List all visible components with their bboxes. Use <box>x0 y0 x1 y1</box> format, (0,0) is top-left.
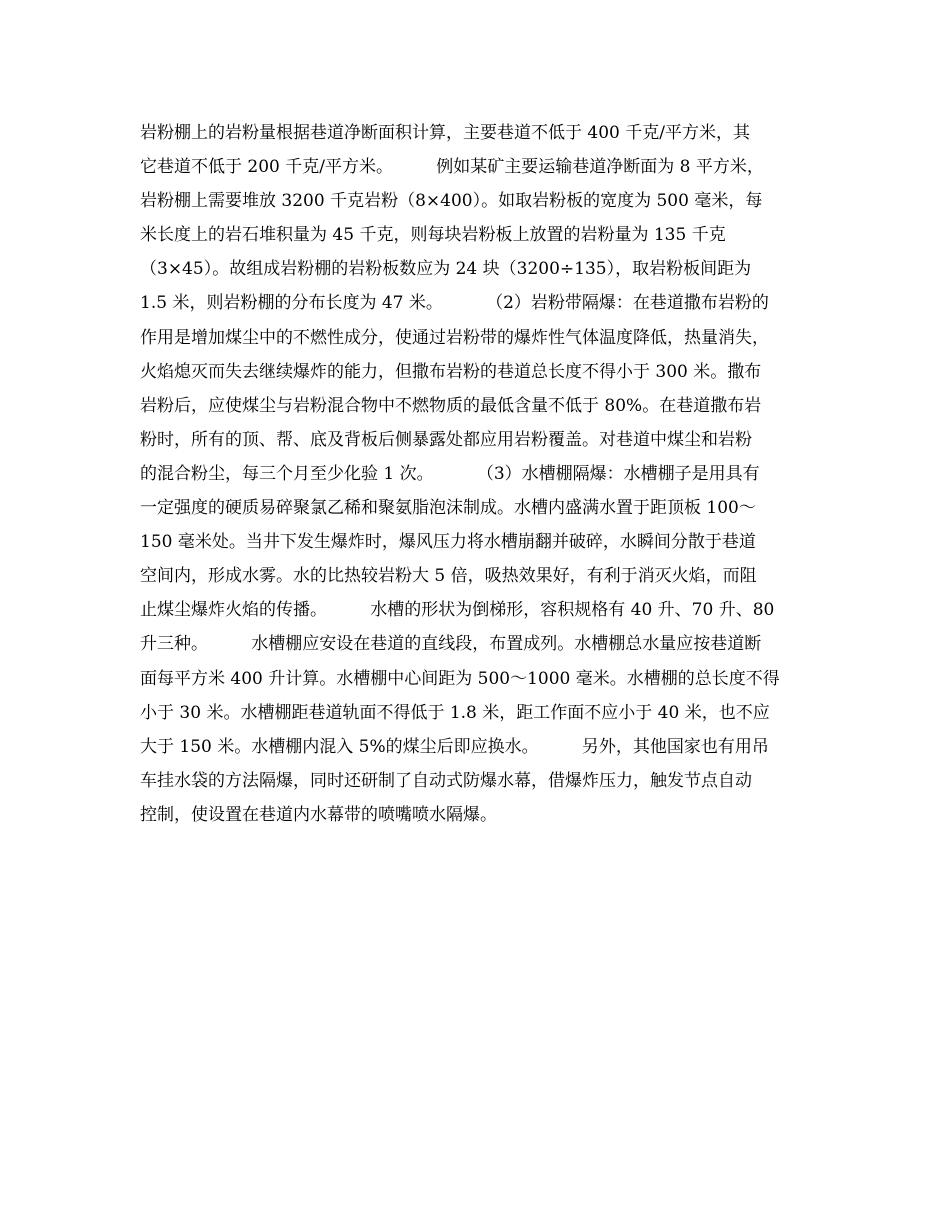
document-page: 岩粉棚上的岩粉量根据巷道净断面积计算，主要巷道不低于 400 千克/平方米，其 它巷道不低于 200 千克/平方米。 例如某矿主要运输巷道净断面为 8 平方米， 岩粉棚上需要堆放 3200 千克岩粉（8×400）。如取岩粉板的宽度为 500 毫米，每 米长度上的岩石堆积量为 45 千克，则每块岩粉板上放置的岩粉量为 135 千克 （3×45）。故组成岩粉棚的岩粉板数应为 24 块（3200÷135），取岩粉板间距为 1.5 米，则岩粉棚的分布长度为 47 米。 （2）岩粉带隔爆：在巷道撒布岩粉的 作用是增加煤尘中的不燃性成分，使通过岩粉带的爆炸性气体温度降低，热量消失， 火焰熄灭而失去继续爆炸的能力，但撒布岩粉的巷道总长度不得小于 300 米。撒布 岩粉后，应使煤尘与岩粉混合物中不燃物质的最低含量不低于 80%。在巷道撒布岩 粉时，所有的顶、帮、底及背板后侧暴露处都应用岩粉覆盖。对巷道中煤尘和岩粉 的混合粉尘，每三个月至少化验 1 次。 （3）水槽棚隔爆：水槽棚子是用具有 一定强度的硬质易碎聚氯乙稀和聚氨脂泡沫制成。水槽内盛满水置于距顶板 100～ 150 毫米处。当井下发生爆炸时，爆风压力将水槽崩翻并破碎，水瞬间分散于巷道 空间内，形成水雾。水的比热较岩粉大 5 倍，吸热效果好，有利于消灭火焰，而阻 止煤尘爆炸火焰的传播。 水槽的形状为倒梯形，容积规格有 40 升、70 升、80 升三种。 水槽棚应安设在巷道的直线段，布置成列。水槽棚总水量应按巷道断 面每平方米 400 升计算。水槽棚中心间距为 500～1000 毫米。水槽棚的总长度不得 小于 30 米。水槽棚距巷道轨面不得低于 1.8 米，距工作面不应小于 40 米，也不应 大于 150 米。水槽棚内混入 5%的煤尘后即应换水。 另外，其他国家也有用吊 车挂水袋的方法隔爆，同时还研制了自动式防爆水幕，借爆炸压力，触发节点自动 控制，使设置在巷道内水幕带的喷嘴喷水隔爆。 <box>0 0 950 1230</box>
